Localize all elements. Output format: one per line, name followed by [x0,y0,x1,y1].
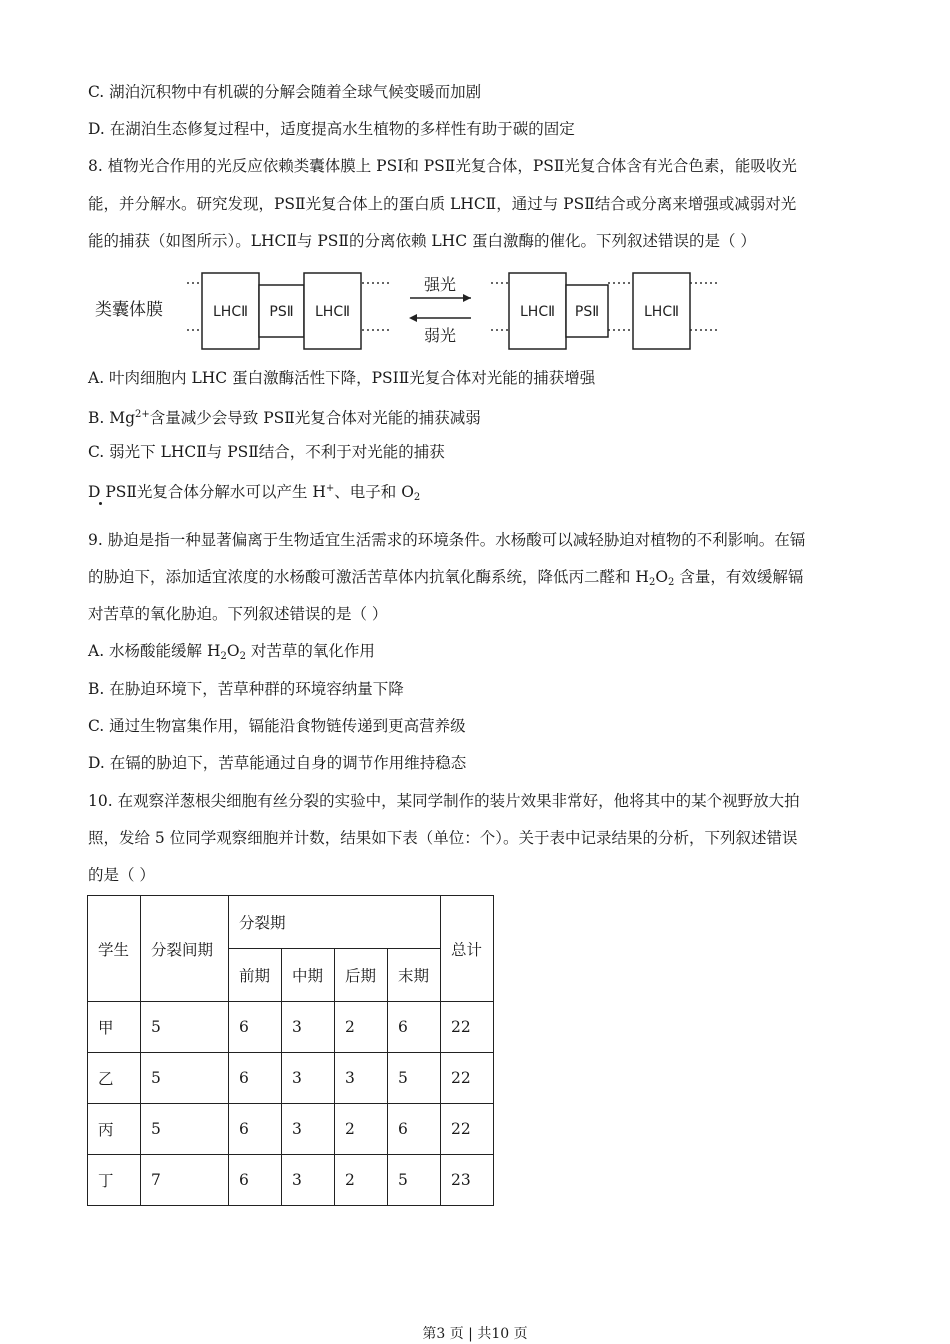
q9-option-c: C. 通过生物富集作用，镉能沿食物链传递到更高营养级 [88,717,466,735]
header-telophase: 末期 [388,949,441,1002]
q8-stem-line2: 能，并分解水。研究发现，PSⅡ光复合体上的蛋白质 LHCⅡ，通过与 PSⅡ结合或分离来增强或减弱对光 [88,195,797,213]
page-footer: 第3 页 | 共10 页 [422,1326,528,1342]
svg-text:LHCⅡ: LHCⅡ [644,304,679,320]
table-row: 丁 7 6 3 2 5 23 [88,1155,494,1206]
q10-stem-line2: 照，发给 5 位同学观察细胞并计数，结果如下表（单位：个）。关于表中记录结果的分析，下列叙述错误 [88,829,798,847]
q8-stem-line1: 8. 植物光合作用的光反应依赖类囊体膜上 PSⅠ和 PSⅡ光复合体，PSⅡ光复合体含有光合色素，能吸收光 [88,157,797,175]
membrane-label: 类囊体膜 [95,300,163,320]
header-anaphase: 后期 [335,949,388,1002]
svg-text:PSⅡ: PSⅡ [269,304,294,320]
cell-count-table [87,895,494,1206]
q9-stem-line3: 对苦草的氧化胁迫。下列叙述错误的是（ ） [88,605,388,623]
q8-stem-line3: 能的捕获（如图所示）。LHCⅡ与 PSⅡ的分离依赖 LHC 蛋白激酶的催化。下列叙述错误的是（ ） [88,232,756,250]
q9-option-d: D. 在镉的胁迫下，苦草能通过自身的调节作用维持稳态 [88,754,467,772]
q9-stem-line1: 9. 胁迫是指一种显著偏离于生物适宜生活需求的环境条件。水杨酸可以减轻胁迫对植物的不利影响。在镉 [88,531,806,549]
q9-stem-line2: 的胁迫下，添加适宜浓度的水杨酸可激活苦草体内抗氧化酶系统，降低丙二醛和 $H_2O_2$ 含量，有效缓解镉 [88,568,804,588]
q8-option-a: A. 叶肉细胞内 LHC 蛋白激酶活性下降，PSIⅡ光复合体对光能的捕获增强 [88,369,596,387]
header-total: 总计 [441,896,494,1002]
strong-light-label: 强光 [423,275,457,294]
weak-light-label: 弱光 [423,326,457,345]
header-metaphase: 中期 [282,949,335,1002]
table-row: 乙 5 6 3 3 5 22 [88,1053,494,1104]
q10-stem-line3: 的是（ ） [88,866,155,884]
svg-text:LHCⅡ: LHCⅡ [520,304,555,320]
svg-text:LHCⅡ: LHCⅡ [213,304,248,320]
svg-text:LHCⅡ: LHCⅡ [315,304,350,320]
q9-option-a: A. 水杨酸能缓解 $H_2O_2$ 对苦草的氧化作用 [88,642,375,662]
q9-option-b: B. 在胁迫环境下，苦草种群的环境容纳量下降 [88,680,404,698]
q8-option-d: D PSⅡ光复合体分解水可以产生 H+、电子和 $O_2$ [88,483,421,503]
header-prophase: 前期 [229,949,282,1002]
header-student: 学生 [88,896,141,1002]
option-c-prev: C. 湖泊沉积物中有机碳的分解会随着全球气候变暖而加剧 [88,83,482,101]
svg-text:PSⅡ: PSⅡ [574,304,600,320]
table-row: 丙 5 6 3 2 6 22 [88,1104,494,1155]
lhc-ps-diagram [95,268,735,358]
table-row: 甲 5 6 3 2 6 22 [88,1002,494,1053]
header-mitosis: 分裂期 [229,896,441,949]
q8-option-b: B. $Mg^{2+}$含量减少会导致 PSⅡ光复合体对光能的捕获减弱 [88,409,481,427]
q10-stem-line1: 10. 在观察洋葱根尖细胞有丝分裂的实验中，某同学制作的装片效果非常好，他将其中的某个视野放大拍 [88,792,800,810]
option-d-prev: D. 在湖泊生态修复过程中，适度提高水生植物的多样性有助于碳的固定 [88,120,575,138]
emphasis-dot [99,502,102,505]
q8-option-c: C. 弱光下 LHCⅡ与 PSⅡ结合，不利于对光能的捕获 [88,443,445,461]
header-interphase: 分裂间期 [141,896,229,1002]
